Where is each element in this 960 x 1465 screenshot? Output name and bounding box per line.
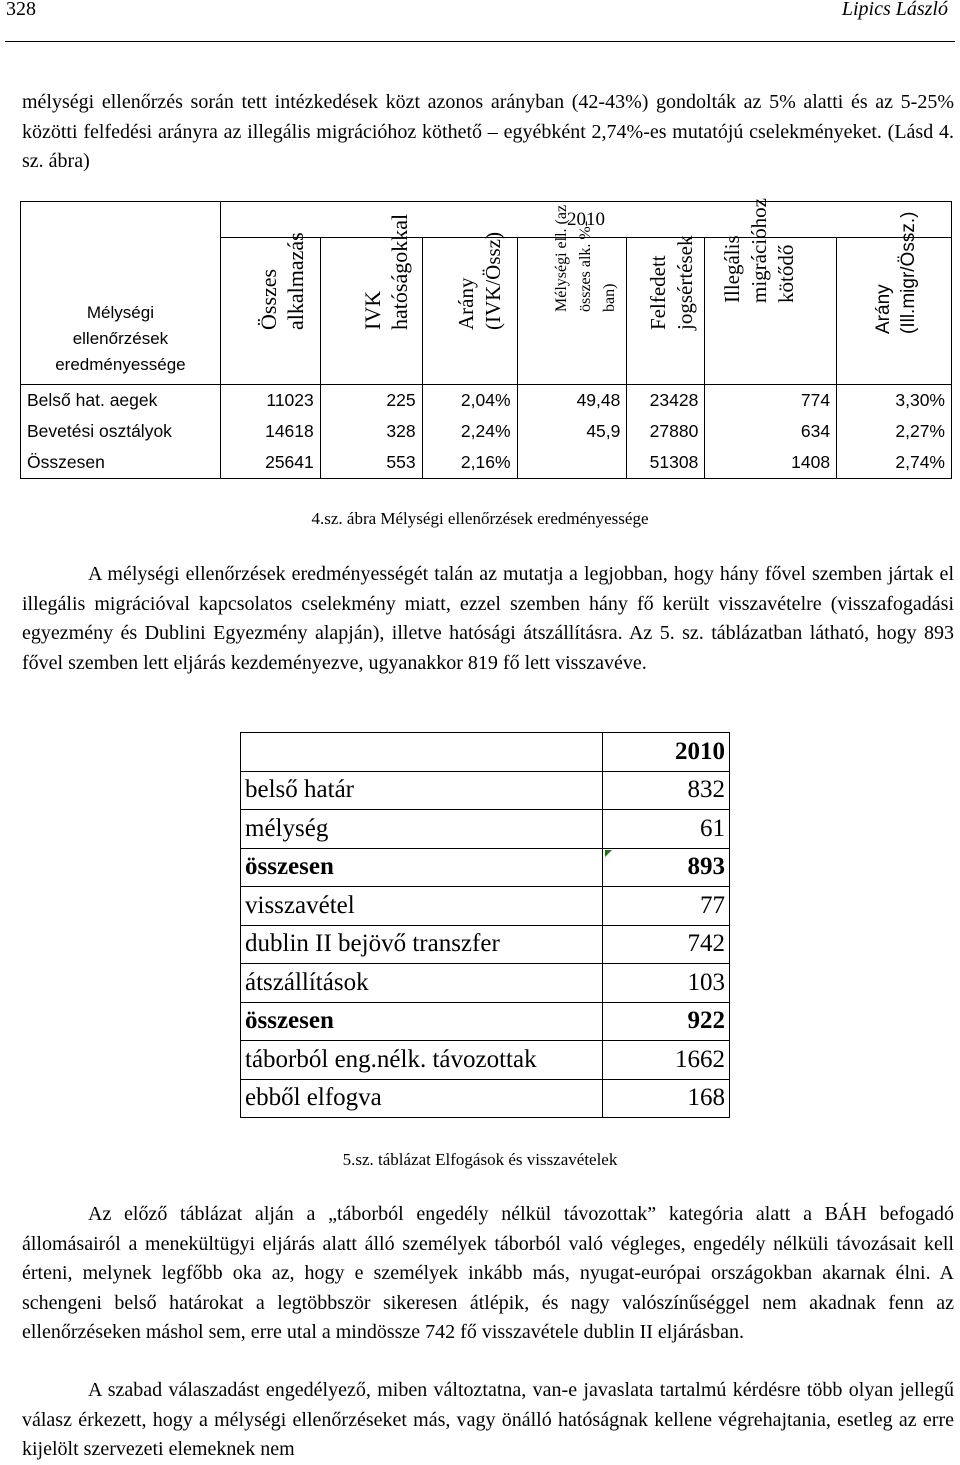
year-header: 2010	[220, 202, 951, 238]
running-head-author: Lipics László	[841, 0, 948, 20]
table-row: Bevetési osztályok 14618 328 2,24% 45,9 27880 634 2,27%	[21, 416, 952, 447]
table-row: belső határ 832	[241, 771, 730, 810]
header-rule	[5, 41, 955, 42]
paragraph-intro: mélységi ellenőrzés során tett intézkedések közt azonos arányban (42-43%) gondolták az 5% alatti és az 5-25% közötti felfedési arányra az illegális migrációhoz köthető – egyébként 2,74%-es mutatójú cselekményeket. (Lásd 4. sz. ábra)	[22, 91, 954, 172]
header-depth-check-percent: Mélységi ell. (az összes alk. %- ban)	[517, 238, 627, 385]
paragraph-effectiveness: A mélységi ellenőrzések eredményességét talán az mutatja a legjobban, hogy hány fővel szemben jártak el illegális migrációval kapcsolatos cselekmény miatt, ezzel szemben hány fő került visszavételre (visszafogadási egyezmény és Dublini Egyezmény alapján), illetve hatósági átszállításra. Az 5. sz. táblázatban látható, hogy 893 fővel szemben lett eljárás kezdeményezve, ugyanakkor 819 fő lett visszavéve.	[22, 563, 954, 674]
table-row: táborból eng.nélk. távozottak 1662	[241, 1041, 730, 1080]
table-row: átszállítások 103	[241, 964, 730, 1003]
page-number: 328	[6, 0, 36, 20]
table-row-subtotal: összesen 893	[241, 848, 730, 887]
paragraph-discussion: Az előző táblázat alján a „táborból engedély nélkül távozottak” kategória alatt a BÁH befogadó állomásairól a menekültügyi eljárás alatt álló személyek táborból való végleges, engedély nélküli távozásait kell érteni, melynek legfőbb oka az, hogy e személyek inkább más, nyugat-európai országokban akarnak élni. A schengeni belső határokat a legtöbbször sikeresen átlépik, és nagy valószínűséggel nem akadnak fenn az ellenőrzéseken máshol sem, erre utal a mindössze 742 fő visszavétele dublin II eljárásban.	[22, 1203, 954, 1343]
table-row-subtotal: összesen 922	[241, 1002, 730, 1041]
table-corner-label: Mélységi ellenőrzések eredményessége	[21, 202, 221, 385]
table-row: ebből elfogva 168	[241, 1079, 730, 1118]
apprehensions-table	[240, 732, 730, 1118]
table-caption: 5.sz. táblázat Elfogások és visszavételek	[342, 1150, 618, 1169]
table-row: Belső hat. aegek 11023 225 2,04% 49,48 23428 774 3,30%	[21, 385, 952, 417]
table2-year: 2010	[603, 733, 730, 772]
table-row: dublin II bejövő transzfer 742	[241, 925, 730, 964]
header-ivk-authorities: IVK hatóságokkal	[320, 238, 422, 385]
effectiveness-table	[20, 198, 952, 479]
figure-caption: 4.sz. ábra Mélységi ellenőrzések eredményessége	[311, 509, 649, 528]
header-total-applications: Összes alkalmazás	[220, 238, 320, 385]
header-ratio-migration: Arány (Ill.migr/Össz.)	[837, 238, 952, 385]
table-row: visszavétel 77	[241, 887, 730, 926]
header-illegal-migration: Illegális migrációhoz kötődő	[705, 238, 837, 385]
paragraph-responses: A szabad válaszadást engedélyező, miben változtatna, van-e javaslata tartalmú kérdésre több olyan jellegű válasz érkezett, hogy a mélységi ellenőrzéseket más, vagy önálló hatóságnak kellene végrehajtania, esetleg az erre kijelölt szervezeti elemeknek nem	[22, 1379, 954, 1460]
cell-error-indicator	[605, 850, 612, 857]
table-row-total: Összesen 25641 553 2,16% 51308 1408 2,74%	[21, 447, 952, 479]
header-ratio-ivk: Arány (IVK/Össz)	[422, 238, 517, 385]
table2-header-row	[241, 733, 730, 772]
table-row: mélység 61	[241, 810, 730, 849]
header-detected-violations: Felfedett jogsértések	[627, 238, 705, 385]
